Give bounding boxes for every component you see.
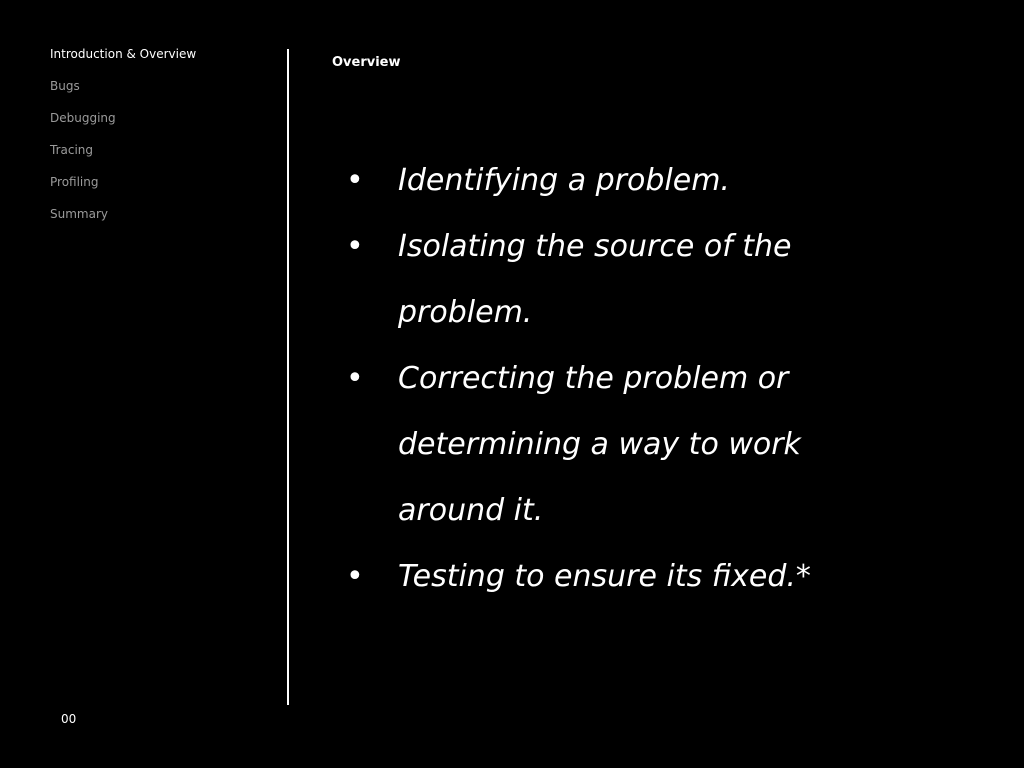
sidebar-item-tracing[interactable]: Tracing — [50, 143, 94, 157]
sidebar-item-bugs[interactable]: Bugs — [50, 79, 80, 93]
sidebar-item-introduction-overview[interactable]: Introduction & Overview — [50, 47, 197, 61]
bullet-icon: • — [346, 229, 364, 264]
vertical-divider — [287, 49, 289, 705]
bullet-text: Identifying a problem. — [398, 163, 730, 198]
bullet-item — [346, 148, 906, 214]
bullet-icon: • — [346, 361, 364, 396]
sidebar-item-summary[interactable]: Summary — [50, 207, 108, 221]
bullet-text: Isolating the source of the problem. — [398, 229, 792, 330]
section-title: Overview — [332, 54, 401, 70]
bullet-text: Correcting the problem or determining a way to work around it. — [398, 361, 801, 528]
bullet-item — [346, 214, 906, 346]
bullet-item — [346, 346, 906, 544]
bullet-icon: • — [346, 559, 364, 594]
bullet-item — [346, 544, 906, 610]
sidebar-nav — [50, 46, 270, 238]
sidebar-item-debugging[interactable]: Debugging — [50, 111, 116, 125]
sidebar-item-profiling[interactable]: Profiling — [50, 175, 99, 189]
bullet-text: Testing to ensure its fixed.* — [398, 559, 811, 594]
page-number: 00 — [61, 712, 77, 726]
bullet-list — [346, 148, 906, 610]
bullet-icon: • — [346, 163, 364, 198]
